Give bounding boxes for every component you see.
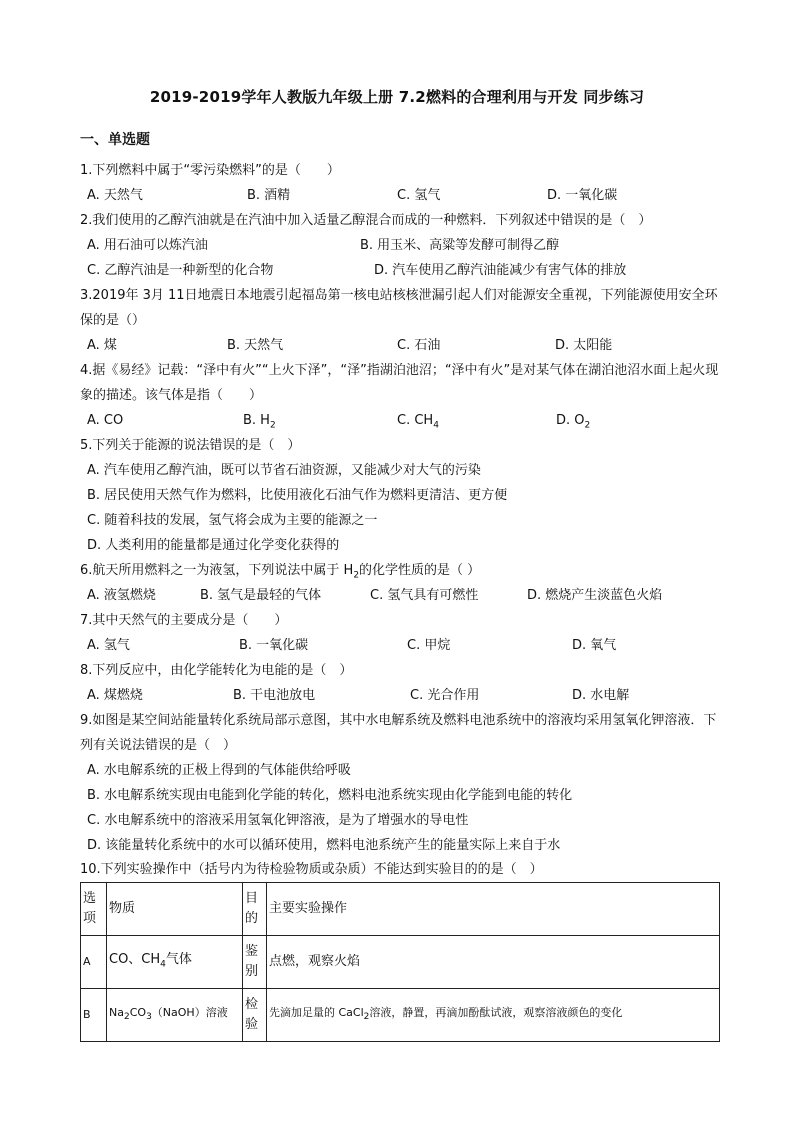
option-b-text: B. H	[243, 413, 270, 428]
option-c[interactable]: C. 石油	[397, 338, 441, 353]
table-row	[81, 936, 720, 989]
header-purpose: 目的	[243, 883, 267, 936]
question-2: 2.我们使用的乙醇汽油就是在汽油中加入适量乙醇混合而成的一种燃料．下列叙述中错误的是（ ）	[80, 213, 652, 228]
question-4-options	[87, 409, 727, 433]
option-a[interactable]: A. 煤	[87, 338, 117, 353]
option-c[interactable]: C. 光合作用	[410, 688, 480, 703]
option-c[interactable]: C. 氢气具有可燃性	[370, 588, 479, 603]
option-a[interactable]: A. 用石油可以炼汽油	[87, 238, 208, 253]
question-2-options-row1	[87, 234, 727, 258]
option-a[interactable]: A. 天然气	[87, 188, 143, 203]
question-9: 9.如图是某空间站能量转化系统局部示意图，其中水电解系统及燃料电池系统中的溶液均采用氢氧化钾溶液．下列有关说法错误的是（ ）	[80, 713, 717, 753]
row-operation: 点燃，观察火焰	[267, 936, 720, 989]
question-7-options	[87, 634, 727, 658]
question-1-options	[87, 184, 727, 208]
row-purpose: 检验	[243, 989, 267, 1042]
option-c[interactable]: C. 乙醇汽油是一种新型的化合物	[87, 263, 274, 278]
subscript: 2	[363, 1012, 370, 1023]
substance-text-mid: CO	[129, 1005, 147, 1019]
option-b[interactable]: B. 干电池放电	[233, 688, 316, 703]
option-d[interactable]: D. 水电解	[572, 688, 630, 703]
option-a[interactable]: A. 液氢燃烧	[87, 588, 156, 603]
question-4: 4.据《易经》记载：“泽中有火”“上火下泽”，“泽”指湖泊池沼；“泽中有火”是对某气体在湖泊池沼水面上起火现象的描述。该气体是指（ ）	[80, 363, 719, 403]
substance-text-end: （NaOH）溶液	[151, 1005, 228, 1019]
question-10: 10.下列实验操作中（括号内为待检验物质或杂质）不能达到实验目的的是（ ）	[80, 862, 543, 877]
table-row	[81, 989, 720, 1042]
question-3: 3.2019年 3月 11日地震日本地震引起福岛第一核电站核核泄漏引起人们对能源安全重视，下列能源使用安全环保的是（）	[80, 288, 718, 328]
option-b[interactable]: B. 氢气是最轻的气体	[200, 588, 322, 603]
option-c[interactable]: C. 随着科技的发展，氢气将会成为主要的能源之一	[87, 513, 378, 528]
page-title: 2019-2019学年人教版九年级上册 7.2燃料的合理利用与开发 同步练习	[149, 88, 645, 106]
operation-text-end: 溶液，静置，再滴加酚酞试液，观察溶液颜色的变化	[369, 1005, 623, 1019]
operation-text: 先滴加足量的 CaCl	[269, 1005, 364, 1019]
option-d[interactable]: D. 燃烧产生淡蓝色火焰	[527, 588, 663, 603]
subscript: 2	[584, 420, 591, 431]
experiment-table	[80, 882, 720, 1042]
subscript: 2	[269, 420, 276, 431]
question-6-options	[87, 584, 727, 608]
option-d-text: D. O	[556, 413, 585, 428]
header-substance: 物质	[107, 883, 243, 936]
question-2-options-row2	[87, 259, 727, 283]
question-3-options	[87, 334, 727, 358]
option-b[interactable]: B. 居民使用天然气作为燃料，比使用液化石油气作为燃料更清洁、更方便	[87, 488, 508, 503]
substance-text: CO、CH	[109, 951, 161, 967]
question-6-text-end: 的化学性质的是（ ）	[359, 563, 481, 578]
option-c[interactable]: C. 水电解系统中的溶液采用氢氧化钾溶液，是为了增强水的导电性	[87, 813, 469, 828]
option-c[interactable]: C. 甲烷	[407, 638, 451, 653]
option-b[interactable]: B. 酒精	[247, 188, 291, 203]
option-a[interactable]: A. 氢气	[87, 638, 130, 653]
option-d[interactable]: D. 人类利用的能量都是通过化学变化获得的	[87, 538, 340, 553]
row-purpose: 鉴别	[243, 936, 267, 989]
subscript: 4	[160, 959, 166, 970]
question-5: 5.下列关于能源的说法错误的是（ ）	[80, 438, 301, 453]
option-a[interactable]: A. 汽车使用乙醇汽油，既可以节省石油资源，又能减少对大气的污染	[87, 463, 481, 478]
option-a[interactable]: A. CO	[87, 413, 124, 428]
option-d[interactable]: D. 太阳能	[555, 338, 613, 353]
option-d[interactable]: D. 一氧化碳	[547, 188, 618, 203]
row-operation	[267, 989, 720, 1042]
subscript: 2	[353, 570, 360, 581]
row-key: A	[81, 936, 107, 989]
substance-text: Na	[109, 1005, 124, 1019]
option-b[interactable]: B. 天然气	[227, 338, 284, 353]
header-option: 选项	[81, 883, 107, 936]
option-c-text: C. CH	[397, 413, 434, 428]
question-7: 7.其中天然气的主要成分是（ ）	[80, 613, 288, 628]
option-b[interactable]: B. 水电解系统实现由电能到化学能的转化，燃料电池系统实现由化学能到电能的转化	[87, 788, 573, 803]
question-8-options	[87, 684, 727, 708]
header-operation: 主要实验操作	[267, 883, 720, 936]
row-substance	[107, 989, 243, 1042]
option-b[interactable]: B. 一氧化碳	[239, 638, 309, 653]
option-a[interactable]: A. 水电解系统的正极上得到的气体能供给呼吸	[87, 763, 351, 778]
subscript: 2	[123, 1012, 130, 1023]
option-a[interactable]: A. 煤燃烧	[87, 688, 143, 703]
option-d[interactable]: D. 该能量转化系统中的水可以循环使用，燃料电池系统产生的能量实际上来自于水	[87, 838, 561, 853]
subscript: 3	[146, 1012, 152, 1023]
option-d[interactable]: D. 氧气	[572, 638, 617, 653]
substance-text-end: 气体	[165, 951, 192, 967]
row-key: B	[81, 989, 107, 1042]
subscript: 4	[433, 420, 439, 431]
option-b[interactable]: B. 用玉米、高粱等发酵可制得乙醇	[360, 238, 560, 253]
option-c[interactable]: C. 氢气	[397, 188, 441, 203]
row-substance	[107, 936, 243, 989]
question-1: 1.下列燃料中属于“零污染燃料”的是（ ）	[80, 163, 340, 178]
option-d[interactable]: D. 汽车使用乙醇汽油能减少有害气体的排放	[374, 263, 627, 278]
section-heading: 一、单选题	[80, 132, 150, 148]
table-header-row	[81, 883, 720, 936]
question-6-text: 6.航天所用燃料之一为液氢，下列说法中属于 H	[80, 563, 354, 578]
question-8: 8.下列反应中，由化学能转化为电能的是（ ）	[80, 663, 353, 678]
